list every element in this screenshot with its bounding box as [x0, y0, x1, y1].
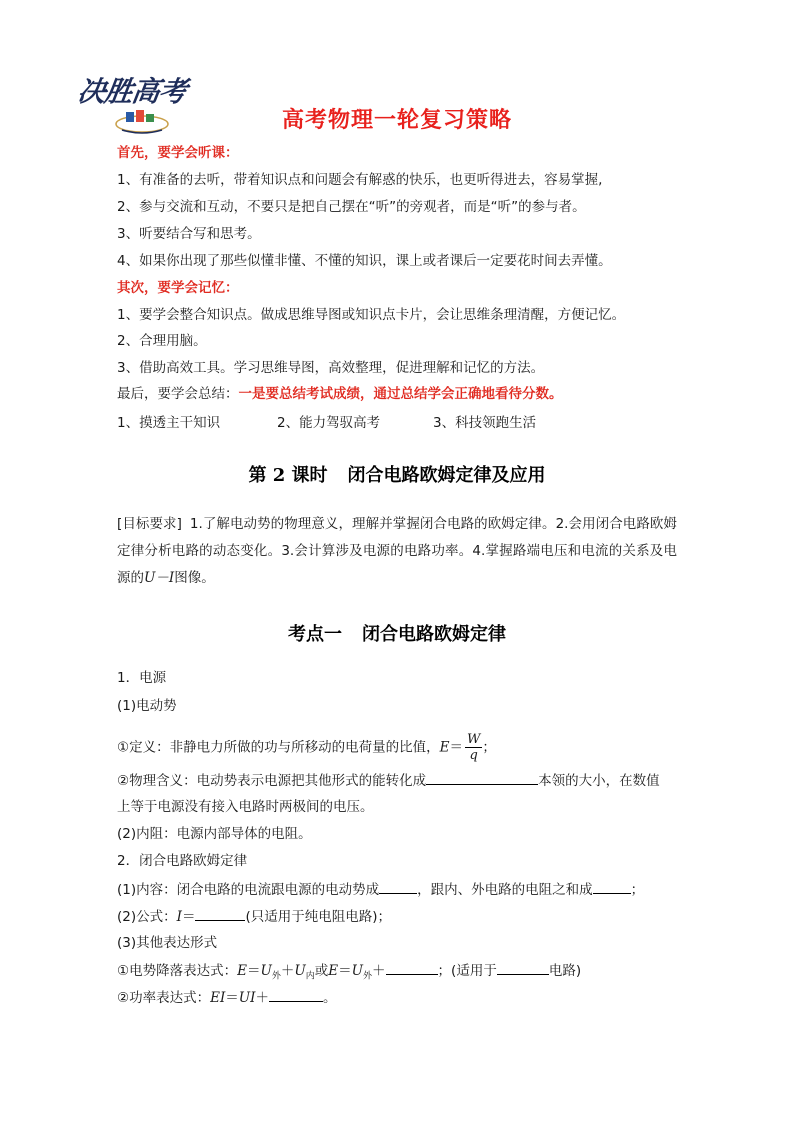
- blank-proportional[interactable]: [379, 879, 417, 894]
- memory-item-3: 3、借助高效工具。学习思维导图，高效整理，促进理解和记忆的方法。: [117, 360, 545, 376]
- blank-circuit-type[interactable]: [497, 960, 549, 975]
- logo-text: 决胜高考: [75, 75, 189, 108]
- law-content: (1)内容：闭合电路的电流跟电源的电动势成 ，跟内、外电路的电阻之和成 ；: [117, 879, 644, 900]
- goal-text-end: 图像。: [174, 570, 215, 586]
- summary-line: [117, 384, 563, 404]
- section-name: 闭合电路欧姆定律: [362, 624, 506, 645]
- section-title: [0, 620, 794, 646]
- heading-memory: 其次，要学会记忆：: [117, 280, 239, 296]
- blank-voltage[interactable]: [386, 960, 438, 975]
- lesson-title: [0, 461, 794, 487]
- lesson-name: 闭合电路欧姆定律及应用: [347, 465, 546, 486]
- tip-3: 3、科技领跑生活: [433, 415, 537, 431]
- summary-highlight: 一是要总结考试成绩，通过总结学会正确地看待分数。: [238, 386, 563, 402]
- law-formula: (2)公式：I＝ (只适用于纯电阻电路)；: [117, 906, 391, 927]
- lesson-number: 第 2 课时: [248, 465, 328, 486]
- memory-item-1: 1、要学会整合知识点。做成思维导图或知识点卡片，会让思维条理清醒，方便记忆。: [117, 307, 626, 323]
- learning-goals: [117, 511, 677, 592]
- section-number: 考点一: [288, 624, 342, 645]
- tip-1: 1、摸透主干知识: [117, 415, 221, 431]
- goal-tag: [目标要求]: [117, 516, 182, 532]
- blank-energy[interactable]: [426, 770, 538, 785]
- emf-definition: ①定义：非静电力所做的功与所移动的电荷量的比值，E＝ $\frac{W}{q}$ ；: [117, 732, 496, 763]
- item-emf: (1)电动势: [117, 698, 177, 714]
- heading-listen: 首先，要学会听课：: [117, 145, 239, 161]
- memory-item-2: 2、合理用脑。: [117, 333, 207, 349]
- internal-resistance: (2)内阻：电源内部导体的电阻。: [117, 826, 312, 842]
- blank-formula[interactable]: [195, 906, 245, 921]
- blank-power[interactable]: [269, 987, 323, 1002]
- emf-fraction: $\frac{W}{q}$: [466, 732, 481, 763]
- item-power-source: 1．电源: [117, 670, 167, 686]
- listen-item-1: 1、有准备的去听，带着知识点和问题会有解惑的快乐，也更听得进去，容易掌握,: [117, 172, 603, 188]
- listen-item-3: 3、听要结合写和思考。: [117, 226, 261, 242]
- summary-lead: 最后，要学会总结：: [117, 386, 239, 402]
- tip-2: 2、能力驾驭高考: [277, 415, 381, 431]
- listen-item-2: 2、参与交流和互动，不要只是把自己摆在“听”的旁观者，而是“听”的参与者。: [117, 199, 586, 215]
- goal-ui-symbol: U－I: [144, 570, 175, 586]
- voltage-drop-form: ①电势降落表达式：$E=U_外+U_内$或$E=U_外+$ ；(适用于 电路): [117, 960, 581, 987]
- emf-meaning-cont: 上等于电源没有接入电路时两极间的电压。: [117, 799, 374, 815]
- document-title: 高考物理一轮复习策略: [281, 108, 512, 133]
- other-forms: (3)其他表达形式: [117, 935, 218, 951]
- listen-item-4: 4、如果你出现了那些似懂非懂、不懂的知识，课上或者课后一定要花时间去弄懂。: [117, 253, 612, 269]
- blank-inverse[interactable]: [593, 879, 631, 894]
- item-ohms-law: 2．闭合电路欧姆定律: [117, 853, 248, 869]
- goal-text: 1.了解电动势的物理意义，理解并掌握闭合电路的欧姆定律。2.会用闭合电路欧姆定律分析电路的动态变化。3.会计算涉及电源的电路功率。4.掌握路端电压和电流的关系及电源的: [117, 516, 677, 586]
- emf-meaning: ②物理含义：电动势表示电源把其他形式的能转化成 本领的大小，在数值: [117, 770, 660, 791]
- power-form: ②功率表达式：EI＝UI＋ 。: [117, 987, 337, 1008]
